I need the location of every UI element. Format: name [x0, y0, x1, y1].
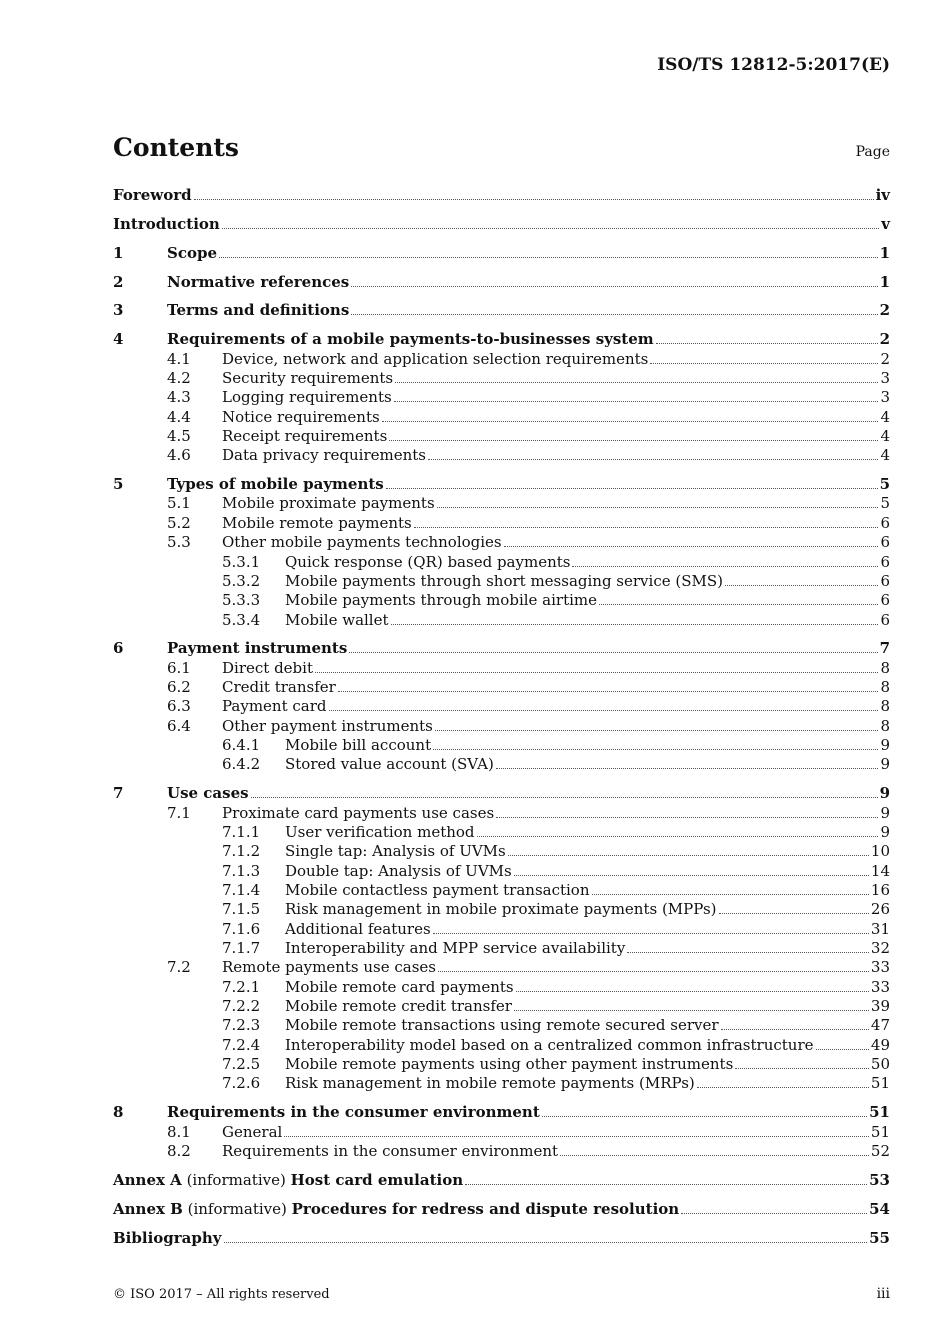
dot-leader [627, 951, 869, 953]
dot-leader [315, 671, 878, 673]
dot-leader [251, 796, 878, 798]
toc-entry-number: 8 [113, 1103, 124, 1122]
toc-entry-title: Mobile bill account [285, 736, 432, 755]
toc-entry-title: Stored value account (SVA) [285, 755, 494, 774]
dot-leader [329, 709, 879, 711]
toc-entry[interactable] [113, 553, 890, 572]
toc-entry-number: 6.1 [167, 658, 191, 677]
dot-leader [725, 584, 878, 586]
toc-entry-page: 3 [880, 368, 890, 387]
toc-entry-title: Single tap: Analysis of UVMs [285, 842, 506, 861]
toc-entry[interactable] [113, 804, 890, 823]
toc-entry-number: 7.1.1 [222, 822, 261, 841]
toc-entry[interactable] [113, 717, 890, 736]
toc-entry-title: Security requirements [222, 368, 394, 387]
toc-entry-title: Requirements in the consumer environment [222, 1141, 559, 1160]
toc-entry-number: 5.3.2 [222, 571, 261, 590]
toc-entry-title-part: Host card emulation [290, 1170, 464, 1189]
toc-entry[interactable] [113, 427, 890, 446]
toc-entry[interactable] [113, 533, 890, 552]
toc-entry-page: 4 [880, 407, 890, 426]
toc-entry-page: 6 [880, 533, 890, 552]
toc-entry[interactable] [113, 215, 890, 234]
toc-entry[interactable] [113, 514, 890, 533]
toc-entry-title-part: Procedures for redress and dispute resolution [291, 1199, 680, 1218]
toc-entry-page: 2 [880, 349, 890, 368]
toc-entry-page: 6 [880, 513, 890, 532]
toc-entry-page: 55 [869, 1228, 890, 1247]
dot-leader [496, 767, 879, 769]
toc-entry-number: 7 [113, 784, 124, 803]
table-of-contents [113, 186, 890, 1248]
toc-entry[interactable] [113, 784, 890, 803]
toc-entry-number: 4.3 [167, 388, 191, 407]
toc-entry-title: Bibliography [113, 1228, 222, 1247]
toc-entry-title: Mobile wallet [285, 610, 389, 629]
toc-entry-page: 54 [869, 1199, 890, 1218]
dot-leader [284, 1135, 869, 1137]
toc-entry-title: Proximate card payments use cases [222, 803, 495, 822]
toc-entry-page: 6 [880, 591, 890, 610]
dot-leader [697, 1086, 869, 1088]
dot-leader [351, 285, 877, 287]
toc-entry[interactable] [113, 958, 890, 977]
toc-entry[interactable] [113, 939, 890, 958]
toc-entry-title: Logging requirements [222, 388, 392, 407]
toc-entry[interactable] [113, 1036, 890, 1055]
dot-leader [433, 748, 878, 750]
toc-entry[interactable] [113, 823, 890, 842]
toc-entry[interactable] [113, 1171, 890, 1190]
toc-entry-number: 7.1.5 [222, 900, 261, 919]
toc-entry-number: 7.1.2 [222, 842, 261, 861]
toc-entry-page: 32 [870, 939, 890, 958]
toc-entry-number: 6.3 [167, 697, 191, 716]
toc-entry-page: 9 [880, 736, 890, 755]
toc-entry-title: Mobile remote payments using other payment instruments [285, 1055, 734, 1074]
toc-entry-title: Remote payments use cases [222, 958, 436, 977]
toc-entry-page: 9 [880, 803, 890, 822]
toc-entry[interactable] [113, 639, 890, 658]
toc-entry-page: 7 [879, 639, 890, 658]
toc-entry-number: 6.4.2 [222, 755, 261, 774]
toc-entry-number: 7.1.3 [222, 861, 261, 880]
copyright-footer: © ISO 2017 – All rights reserved [113, 1287, 330, 1302]
toc-entry[interactable] [113, 1229, 890, 1248]
toc-entry-title: Risk management in mobile remote payments (MRPs) [285, 1074, 695, 1093]
dot-leader [433, 932, 869, 934]
dot-leader [516, 990, 869, 992]
toc-entry-number: 7.1.4 [222, 881, 261, 899]
toc-entry-page: 31 [870, 919, 890, 938]
toc-entry-title: General [222, 1122, 283, 1141]
toc-entry-page: 51 [870, 1122, 890, 1141]
toc-entry-number: 5.2 [167, 513, 191, 532]
dot-leader [560, 1154, 869, 1156]
toc-entry[interactable] [113, 446, 890, 465]
toc-entry-title: Mobile remote credit transfer [285, 997, 512, 1016]
toc-entry[interactable] [113, 1103, 890, 1122]
toc-entry-page: 6 [880, 571, 890, 590]
toc-entry-page: 16 [870, 881, 890, 899]
toc-entry-number: 1 [113, 243, 124, 262]
toc-entry-number: 5 [113, 475, 124, 494]
toc-entry-page: 53 [869, 1170, 890, 1189]
toc-entry-page: 2 [879, 330, 890, 349]
toc-entry-title: Mobile remote payments [222, 513, 412, 532]
toc-entry[interactable] [113, 755, 890, 774]
toc-entry-title: Mobile proximate payments [222, 494, 435, 513]
toc-entry-title-part: Annex B [113, 1199, 183, 1218]
toc-entry[interactable] [113, 1200, 890, 1219]
toc-entry-title: Mobile payments through short messaging service (SMS) [285, 571, 723, 590]
toc-entry-number: 7.2.2 [222, 997, 261, 1016]
dot-leader [508, 854, 869, 856]
dot-leader [465, 1183, 867, 1185]
toc-entry-number: 5.3.4 [222, 610, 261, 629]
toc-entry-number: 7.2.6 [222, 1074, 261, 1093]
dot-leader [394, 400, 879, 402]
toc-entry[interactable] [113, 842, 890, 861]
toc-entry-title [113, 1200, 679, 1219]
dot-leader [504, 545, 879, 547]
toc-entry-title: Introduction [113, 214, 220, 233]
toc-entry-page: 1 [879, 272, 890, 291]
toc-entry[interactable] [113, 900, 890, 919]
contents-title: Contents [113, 133, 240, 162]
toc-entry-title: Notice requirements [222, 407, 380, 426]
toc-entry-number: 4.5 [167, 426, 191, 445]
toc-entry[interactable] [113, 330, 890, 349]
toc-entry-title: Types of mobile payments [167, 475, 384, 494]
toc-entry-number: 4.4 [167, 407, 191, 426]
toc-entry[interactable] [113, 678, 890, 697]
toc-entry-page: 9 [879, 784, 890, 803]
toc-entry-number: 7.2 [167, 958, 191, 977]
toc-entry[interactable] [113, 1074, 890, 1093]
toc-entry-title-part: (informative) [182, 1199, 292, 1218]
toc-entry[interactable] [113, 244, 890, 263]
toc-entry-title: Other payment instruments [222, 716, 433, 735]
toc-entry[interactable] [113, 369, 890, 388]
page-column-label: Page [855, 144, 890, 160]
toc-entry-title: Terms and definitions [167, 301, 350, 320]
toc-entry-page: 9 [880, 822, 890, 841]
toc-entry-number: 5.3 [167, 533, 191, 552]
toc-entry-page: 10 [870, 842, 890, 861]
toc-entry-title: Foreword [113, 186, 192, 204]
toc-entry-number: 3 [113, 301, 124, 320]
toc-entry-number: 6.4 [167, 716, 191, 735]
dot-leader [389, 439, 878, 441]
dot-leader [219, 256, 878, 258]
toc-entry-page: 52 [870, 1141, 890, 1160]
toc-entry-title: Normative references [167, 272, 350, 291]
toc-entry[interactable] [113, 997, 890, 1016]
dot-leader [599, 603, 878, 605]
dot-leader [435, 729, 879, 731]
dot-leader [496, 816, 878, 818]
dot-leader [428, 458, 878, 460]
toc-entry-number: 4.1 [167, 349, 191, 368]
document-id-header: ISO/TS 12812-5:2017(E) [657, 55, 890, 75]
dot-leader [351, 313, 877, 315]
toc-entry-title-part: (informative) [181, 1170, 291, 1189]
dot-leader [338, 690, 879, 692]
toc-entry-title: Scope [167, 243, 218, 262]
toc-entry-page: 9 [880, 755, 890, 774]
toc-entry-title: Payment card [222, 697, 327, 716]
toc-entry-page: iv [875, 186, 890, 204]
dot-leader [437, 506, 879, 508]
toc-entry[interactable] [113, 1123, 890, 1142]
toc-entry-number: 5.3.3 [222, 591, 261, 610]
dot-leader [656, 342, 878, 344]
dot-leader [681, 1212, 867, 1214]
toc-entry-number: 7.2.3 [222, 1016, 261, 1035]
toc-entry-number: 7.2.1 [222, 977, 261, 996]
toc-entry-number: 4.2 [167, 368, 191, 387]
page-number-footer: iii [876, 1286, 890, 1302]
toc-entry[interactable] [113, 273, 890, 292]
toc-entry-title: Data privacy requirements [222, 446, 426, 465]
toc-entry[interactable] [113, 408, 890, 427]
dot-leader [650, 362, 878, 364]
toc-entry-page: 1 [879, 243, 890, 262]
toc-entry-title-part: Annex A [113, 1170, 182, 1189]
toc-entry-title: Additional features [285, 919, 431, 938]
toc-entry-title: Use cases [167, 784, 249, 803]
toc-entry-page: 3 [880, 388, 890, 407]
toc-entry-title: Requirements in the consumer environment [167, 1103, 540, 1122]
dot-leader [382, 420, 879, 422]
toc-entry[interactable] [113, 611, 890, 630]
toc-entry-title: Device, network and application selection requirements [222, 349, 649, 368]
toc-entry-number: 7.1.6 [222, 919, 261, 938]
toc-entry[interactable] [113, 591, 890, 610]
toc-entry-page: 4 [880, 426, 890, 445]
toc-entry-page: v [881, 214, 890, 233]
toc-entry-title: Other mobile payments technologies [222, 533, 502, 552]
dot-leader [816, 1048, 869, 1050]
dot-leader [194, 198, 874, 200]
toc-entry-page: 5 [879, 475, 890, 494]
toc-entry-title: Mobile contactless payment transaction [285, 881, 590, 899]
toc-entry-title: Payment instruments [167, 639, 348, 658]
dot-leader [542, 1115, 867, 1117]
toc-entry-page: 6 [880, 610, 890, 629]
toc-entry-number: 6.4.1 [222, 736, 261, 755]
dot-leader [386, 487, 878, 489]
dot-leader [224, 1241, 868, 1243]
toc-entry-number: 7.1 [167, 803, 191, 822]
toc-entry[interactable] [113, 920, 890, 939]
dot-leader [414, 526, 879, 528]
toc-entry-title: User verification method [285, 822, 475, 841]
toc-entry[interactable] [113, 881, 890, 900]
toc-entry-page: 51 [870, 1074, 890, 1093]
dot-leader [592, 893, 869, 895]
toc-entry-title: Mobile remote card payments [285, 977, 514, 996]
toc-entry[interactable] [113, 186, 890, 205]
dot-leader [735, 1067, 869, 1069]
toc-entry-title: Interoperability and MPP service availability [285, 939, 626, 958]
toc-entry[interactable] [113, 475, 890, 494]
toc-entry-title: Mobile payments through mobile airtime [285, 591, 598, 610]
toc-entry-page: 2 [879, 301, 890, 320]
toc-entry-page: 8 [880, 716, 890, 735]
dot-leader [477, 835, 879, 837]
toc-entry-page: 39 [870, 997, 890, 1016]
toc-entry-page: 14 [870, 861, 890, 880]
toc-entry-page: 5 [880, 494, 890, 513]
dot-leader [395, 381, 878, 383]
toc-entry-title: Risk management in mobile proximate payments (MPPs) [285, 900, 717, 919]
toc-entry-number: 7.2.4 [222, 1035, 261, 1054]
toc-entry-title: Direct debit [222, 658, 313, 677]
toc-entry-title: Receipt requirements [222, 426, 388, 445]
toc-entry-page: 49 [870, 1035, 890, 1054]
toc-entry-page: 4 [880, 446, 890, 465]
toc-entry-title [113, 1171, 463, 1190]
toc-entry-number: 5.3.1 [222, 552, 261, 571]
toc-entry[interactable] [113, 1142, 890, 1161]
toc-entry-number: 8.2 [167, 1141, 191, 1160]
toc-entry[interactable] [113, 697, 890, 716]
toc-entry-number: 6 [113, 639, 124, 658]
toc-entry[interactable] [113, 350, 890, 369]
toc-entry[interactable] [113, 301, 890, 320]
toc-entry-page: 50 [870, 1055, 890, 1074]
toc-entry-title: Double tap: Analysis of UVMs [285, 861, 512, 880]
toc-entry-title: Requirements of a mobile payments-to-businesses system [167, 330, 654, 349]
toc-entry-number: 4 [113, 330, 124, 349]
toc-entry-title: Credit transfer [222, 678, 336, 697]
toc-entry-page: 47 [870, 1016, 890, 1035]
toc-entry-page: 8 [880, 658, 890, 677]
toc-entry-title: Mobile remote transactions using remote secured server [285, 1016, 719, 1035]
toc-entry-page: 8 [880, 678, 890, 697]
toc-entry[interactable] [113, 1055, 890, 1074]
dot-leader [719, 912, 869, 914]
dot-leader [514, 874, 869, 876]
toc-entry[interactable] [113, 572, 890, 591]
toc-entry-number: 4.6 [167, 446, 191, 465]
toc-entry[interactable] [113, 659, 890, 678]
dot-leader [721, 1028, 869, 1030]
toc-entry[interactable] [113, 736, 890, 755]
dot-leader [514, 1009, 869, 1011]
toc-entry-page: 8 [880, 697, 890, 716]
toc-entry[interactable] [113, 388, 890, 407]
dot-leader [572, 565, 878, 567]
dot-leader [391, 623, 879, 625]
toc-entry-page: 51 [869, 1103, 890, 1122]
toc-entry-number: 6.2 [167, 678, 191, 697]
toc-entry-number: 8.1 [167, 1122, 191, 1141]
toc-entry[interactable] [113, 978, 890, 997]
dot-leader [222, 227, 879, 229]
dot-leader [438, 970, 869, 972]
toc-entry-number: 7.2.5 [222, 1055, 261, 1074]
toc-entry[interactable] [113, 862, 890, 881]
toc-entry-title: Interoperability model based on a centralized common infrastructure [285, 1035, 814, 1054]
toc-entry-title: Quick response (QR) based payments [285, 552, 571, 571]
dot-leader [349, 651, 877, 653]
toc-entry-page: 26 [870, 900, 890, 919]
toc-entry-page: 33 [870, 977, 890, 996]
toc-entry[interactable] [113, 1016, 890, 1035]
toc-entry-number: 7.1.7 [222, 939, 261, 958]
toc-entry-page: 33 [870, 958, 890, 977]
toc-entry-page: 6 [880, 552, 890, 571]
toc-entry-number: 5.1 [167, 494, 191, 513]
toc-entry-number: 2 [113, 272, 124, 291]
toc-entry[interactable] [113, 494, 890, 513]
